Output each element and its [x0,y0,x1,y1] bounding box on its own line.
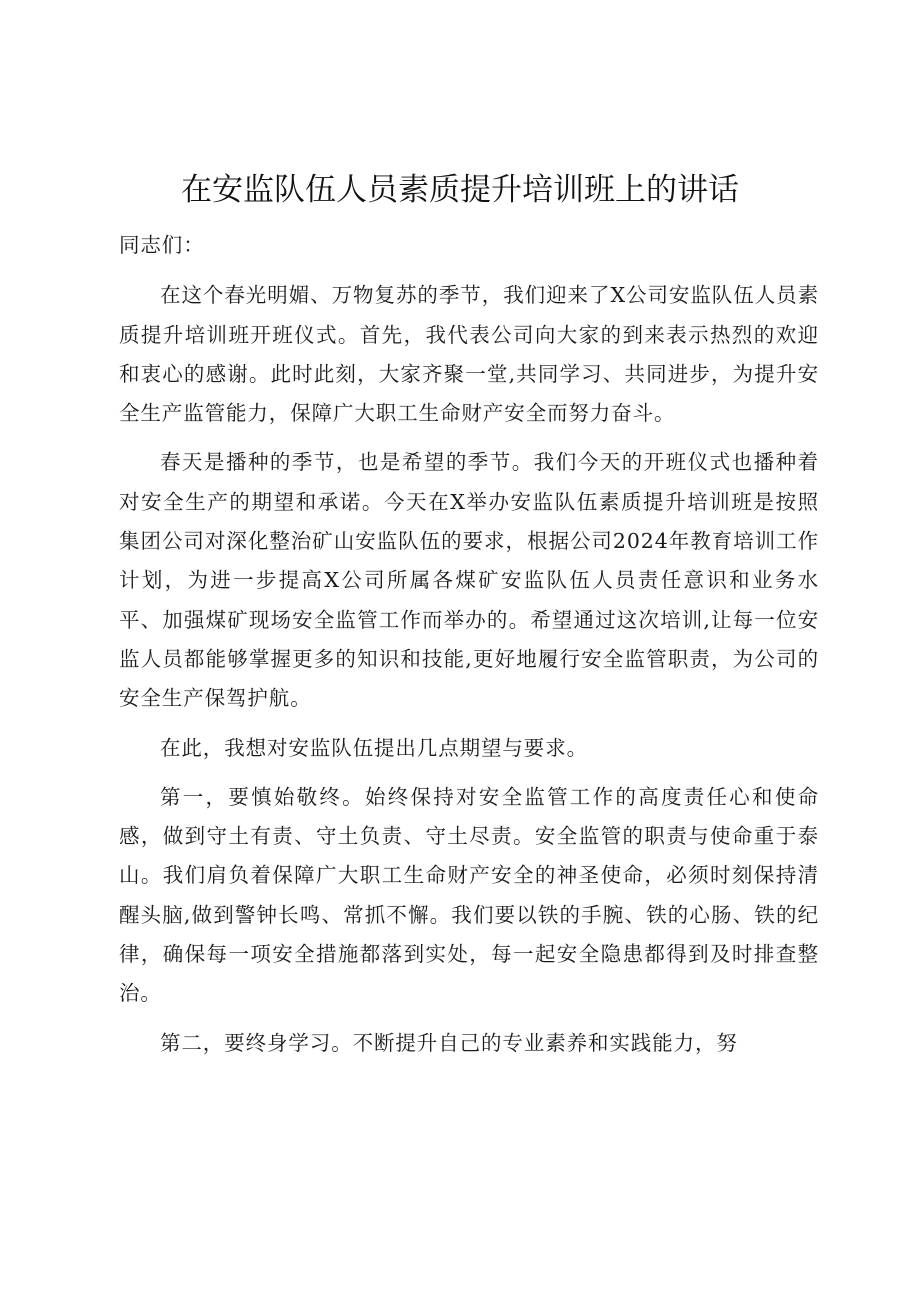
paragraph-requirement-2: 第二，要终身学习。不断提升自己的专业素养和实践能力，努 [160,1030,738,1055]
salutation: 同志们： [119,233,205,257]
document-body [119,226,819,1073]
paragraph-transition: 在此，我想对安监队伍提出几点期望与要求。 [160,735,588,760]
paragraph-requirement-1: 第一，要慎始敬终。始终保持对安全监管工作的高度责任心和使命感，做到守土有责、守土负责、守土尽责。安全监管的职责与使命重于泰山。我们肩负着保障广大职工生命财产安全的神圣使命，必须时刻保持清醒头脑,做到警钟长鸣、常抓不懈。我们要以铁的手腕、铁的心肠、铁的纪律，确保每一项安全措施都落到实处，每一起安全隐患都得到及时排查整治。 [119,784,819,1006]
document-title: 在安监队伍人员素质提升培训班上的讲话 [181,172,739,208]
paragraph-purpose: 春天是播种的季节，也是希望的季节。我们今天的开班仪式也播种着对安全生产的期望和承诺。今天在X举办安监队伍素质提升培训班是按照集团公司对深化整治矿山安监队伍的要求，根据公司2024年教育培训工作计划，为进一步提高X公司所属各煤矿安监队伍人员责任意识和业务水平、加强煤矿现场安全监管工作而举办的。希望通过这次培训,让每一位安监人员都能够掌握更多的知识和技能,更好地履行安全监管职责，为公司的安全生产保驾护航。 [119,450,819,711]
paragraph-opening: 在这个春光明媚、万物复苏的季节，我们迎来了X公司安监队伍人员素质提升培训班开班仪式。首先，我代表公司向大家的到来表示热烈的欢迎和衷心的感谢。此时此刻，大家齐聚一堂,共同学习、共同进步，为提升安全生产监管能力，保障广大职工生命财产安全而努力奋斗。 [119,283,819,426]
